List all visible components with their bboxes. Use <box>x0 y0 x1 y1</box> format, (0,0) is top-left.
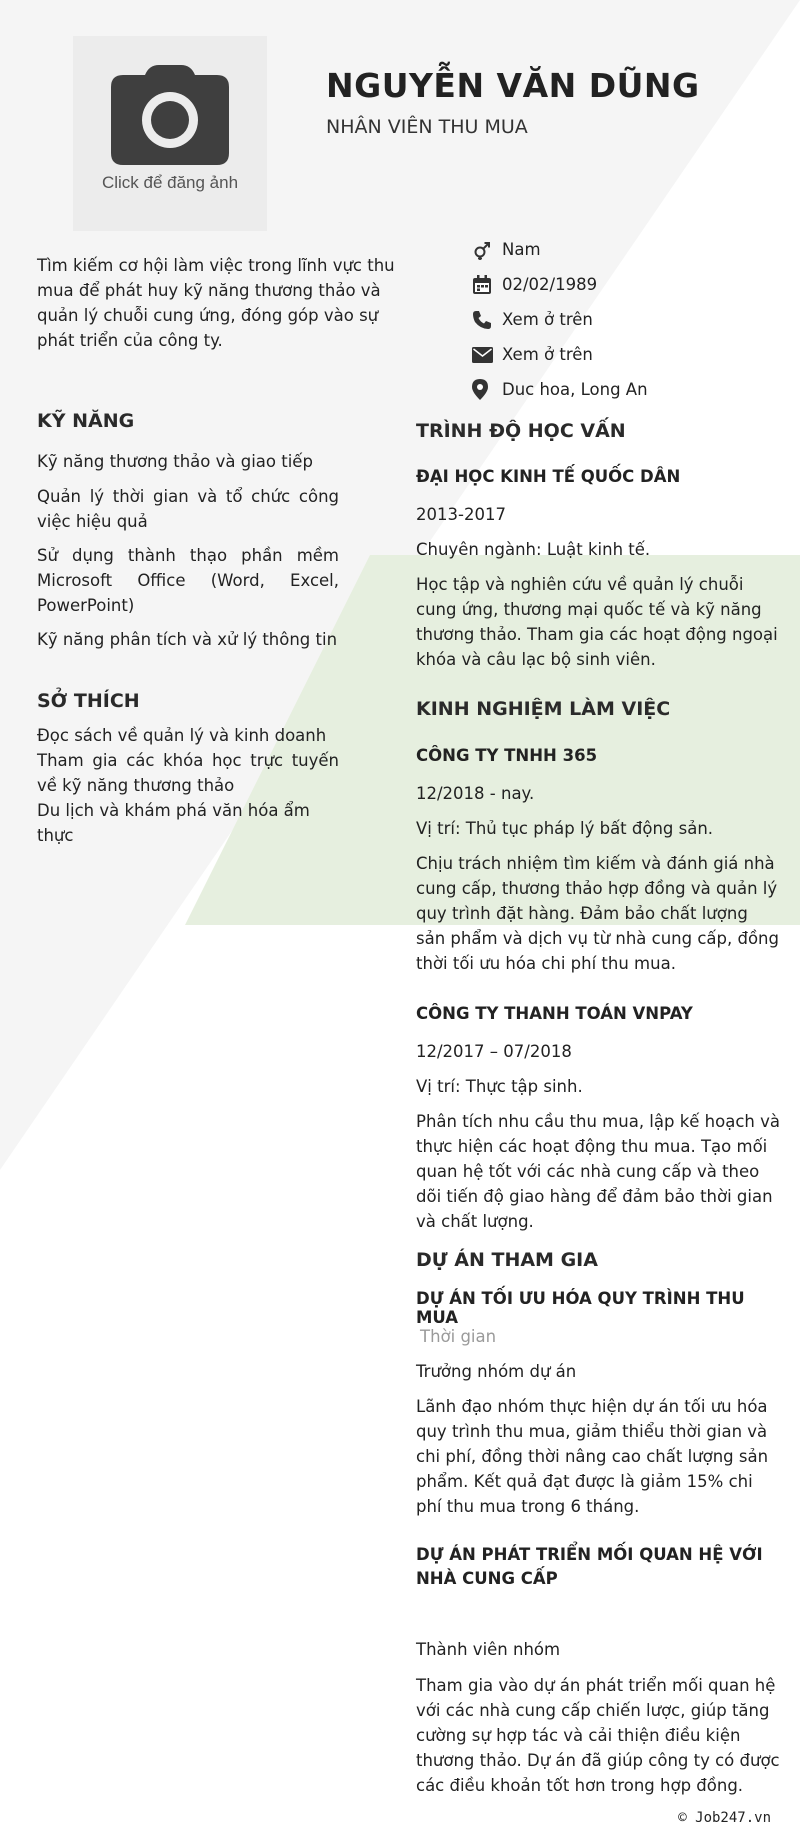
project-role: Thành viên nhóm <box>416 1640 561 1659</box>
project-name: DỰ ÁN TỐI ƯU HÓA QUY TRÌNH THU MUA <box>416 1289 745 1327</box>
project-description: Lãnh đạo nhóm thực hiện dự án tối ưu hóa quy trình thu mua, giảm thiểu thời gian và chi phí, đồng thời nâng cao chất lượng sản phẩm. Kết quả đạt được là giảm 15% chi phí thu mua trong 6 tháng. <box>416 1397 769 1516</box>
contact-birthday-value: 02/02/1989 <box>502 275 598 294</box>
skill-item: Kỹ năng phân tích và xử lý thông tin <box>37 630 338 649</box>
education-heading: TRÌNH ĐỘ HỌC VẤN <box>416 420 626 442</box>
contact-gender <box>472 232 792 267</box>
skill-item: Sử dụng thành thạo phần mềm Microsoft Office (Word, Excel, PowerPoint) <box>37 546 339 615</box>
project-name: DỰ ÁN PHÁT TRIỂN MỐI QUAN HỆ VỚI NHÀ CUNG CẤP <box>416 1545 763 1588</box>
job-company: CÔNG TY TNHH 365 <box>416 746 598 765</box>
photo-upload-placeholder[interactable] <box>73 36 267 231</box>
skill-item: Quản lý thời gian và tổ chức công việc hiệu quả <box>37 487 339 531</box>
education-description: Học tập và nghiên cứu về quản lý chuỗi cung ứng, thương mại quốc tế và kỹ năng thương thảo. Tham gia các hoạt động ngoại khóa và câu lạc bộ sinh viên. <box>416 575 778 669</box>
hobby-item: Đọc sách về quản lý và kinh doanh <box>37 726 327 745</box>
email-icon <box>472 343 502 367</box>
gender-icon <box>472 238 502 262</box>
experience-heading: KINH NGHIỆM LÀM VIỆC <box>416 698 671 720</box>
camera-icon <box>111 65 229 165</box>
contact-info <box>472 232 792 407</box>
hobbies-heading: SỞ THÍCH <box>37 690 140 712</box>
contact-phone <box>472 302 792 337</box>
contact-address <box>472 372 792 407</box>
location-pin-icon <box>472 378 502 402</box>
education-school: ĐẠI HỌC KINH TẾ QUỐC DÂN <box>416 467 681 486</box>
career-objective: Tìm kiếm cơ hội làm việc trong lĩnh vực thu mua để phát huy kỹ năng thương thảo và quản lý chuỗi cung ứng, đóng góp vào sự phát triển của công ty. <box>37 256 395 350</box>
contact-email <box>472 337 792 372</box>
job-description: Chịu trách nhiệm tìm kiếm và đánh giá nhà cung cấp, thương thảo hợp đồng và quản lý quy trình đặt hàng. Đảm bảo chất lượng sản phẩm và dịch vụ từ nhà cung cấp, đồng thời tối ưu hóa chi phí thu mua. <box>416 854 779 973</box>
contact-email-value: Xem ở trên <box>502 345 593 364</box>
job-period: 12/2018 - nay. <box>416 784 535 803</box>
contact-phone-value: Xem ở trên <box>502 310 593 329</box>
skill-item: Kỹ năng thương thảo và giao tiếp <box>37 452 313 471</box>
project-description: Tham gia vào dự án phát triển mối quan hệ với các nhà cung cấp chiến lược, giúp tăng cường sự hợp tác và cải thiện điều kiện thương thảo. Dự án đã giúp công ty có được các điều khoản tốt hơn trong hợp đồng. <box>416 1676 780 1795</box>
calendar-icon <box>472 273 502 297</box>
project-time-placeholder[interactable]: Thời gian <box>420 1327 497 1346</box>
footer-copyright: © Job247.vn <box>678 1810 771 1826</box>
contact-gender-value: Nam <box>502 240 541 259</box>
job-period: 12/2017 – 07/2018 <box>416 1042 572 1061</box>
projects-heading: DỰ ÁN THAM GIA <box>416 1249 598 1271</box>
job-description: Phân tích nhu cầu thu mua, lập kế hoạch và thực hiện các hoạt động thu mua. Tạo mối quan hệ tốt với các nhà cung cấp và theo dõi tiến độ giao hàng để đảm bảo thời gian và chất lượng. <box>416 1112 780 1231</box>
job-company: CÔNG TY THANH TOÁN VNPAY <box>416 1004 693 1023</box>
job-position: Vị trí: Thủ tục pháp lý bất động sản. <box>416 819 714 838</box>
skills-heading: KỸ NĂNG <box>37 410 135 432</box>
contact-birthday <box>472 267 792 302</box>
hobby-item: Tham gia các khóa học trực tuyến về kỹ năng thương thảo <box>37 751 339 795</box>
job-position: Vị trí: Thực tập sinh. <box>416 1077 583 1096</box>
hobby-item: Du lịch và khám phá văn hóa ẩm thực <box>37 801 310 845</box>
education-period: 2013-2017 <box>416 505 506 524</box>
project-role: Trưởng nhóm dự án <box>416 1362 577 1381</box>
phone-icon <box>472 308 502 332</box>
candidate-name: NGUYỄN VĂN DŨNG <box>326 66 700 105</box>
education-major: Chuyên ngành: Luật kinh tế. <box>416 540 651 559</box>
job-title: NHÂN VIÊN THU MUA <box>326 116 528 138</box>
contact-address-value: Duc hoa, Long An <box>502 380 648 399</box>
photo-caption: Click để đăng ảnh <box>101 173 239 192</box>
